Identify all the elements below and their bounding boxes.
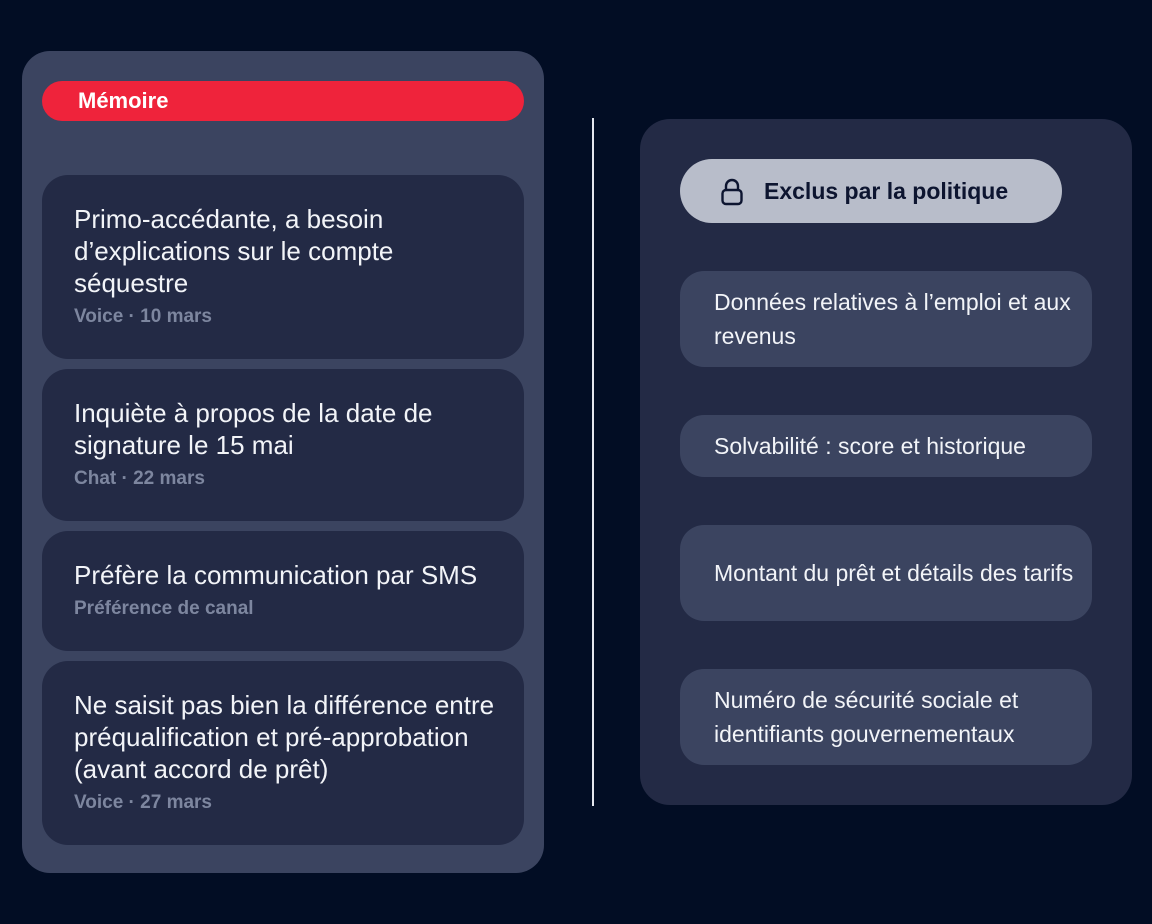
memory-title: Mémoire [42, 81, 524, 121]
memory-item-text: Préfère la communication par SMS [74, 560, 478, 590]
memory-item[interactable] [42, 661, 524, 845]
memory-item-meta: Voice · 10 mars [74, 306, 213, 327]
lock-icon [716, 176, 748, 208]
excluded-item: Montant du prêt et détails des tarifs [680, 525, 1092, 621]
memory-item-text: Primo-accédante, a besoin d’explications sur le compte séquestre [74, 204, 394, 298]
memory-item-meta: Voice · 27 mars [74, 792, 213, 813]
memory-item[interactable] [42, 369, 524, 521]
excluded-item: Solvabilité : score et historique [680, 415, 1092, 477]
excluded-item: Numéro de sécurité sociale et identifiants gouvernementaux [680, 669, 1092, 765]
memory-item[interactable] [42, 531, 524, 651]
policy-label: Exclus par la politique [764, 178, 1009, 204]
policy-badge [680, 159, 1062, 223]
policy-panel [640, 119, 1132, 805]
memory-item-text: Inquiète à propos de la date de signature le 15 mai [74, 398, 433, 460]
vertical-divider [592, 118, 594, 806]
memory-panel [22, 51, 544, 873]
memory-item-meta: Chat · 22 mars [74, 468, 205, 489]
memory-item-meta: Préférence de canal [74, 598, 254, 619]
memory-item-text: Ne saisit pas bien la différence entre préqualification et pré-approbation (avant accord de prêt) [74, 690, 495, 784]
excluded-item: Données relatives à l’emploi et aux revenus [680, 271, 1092, 367]
memory-item[interactable] [42, 175, 524, 359]
